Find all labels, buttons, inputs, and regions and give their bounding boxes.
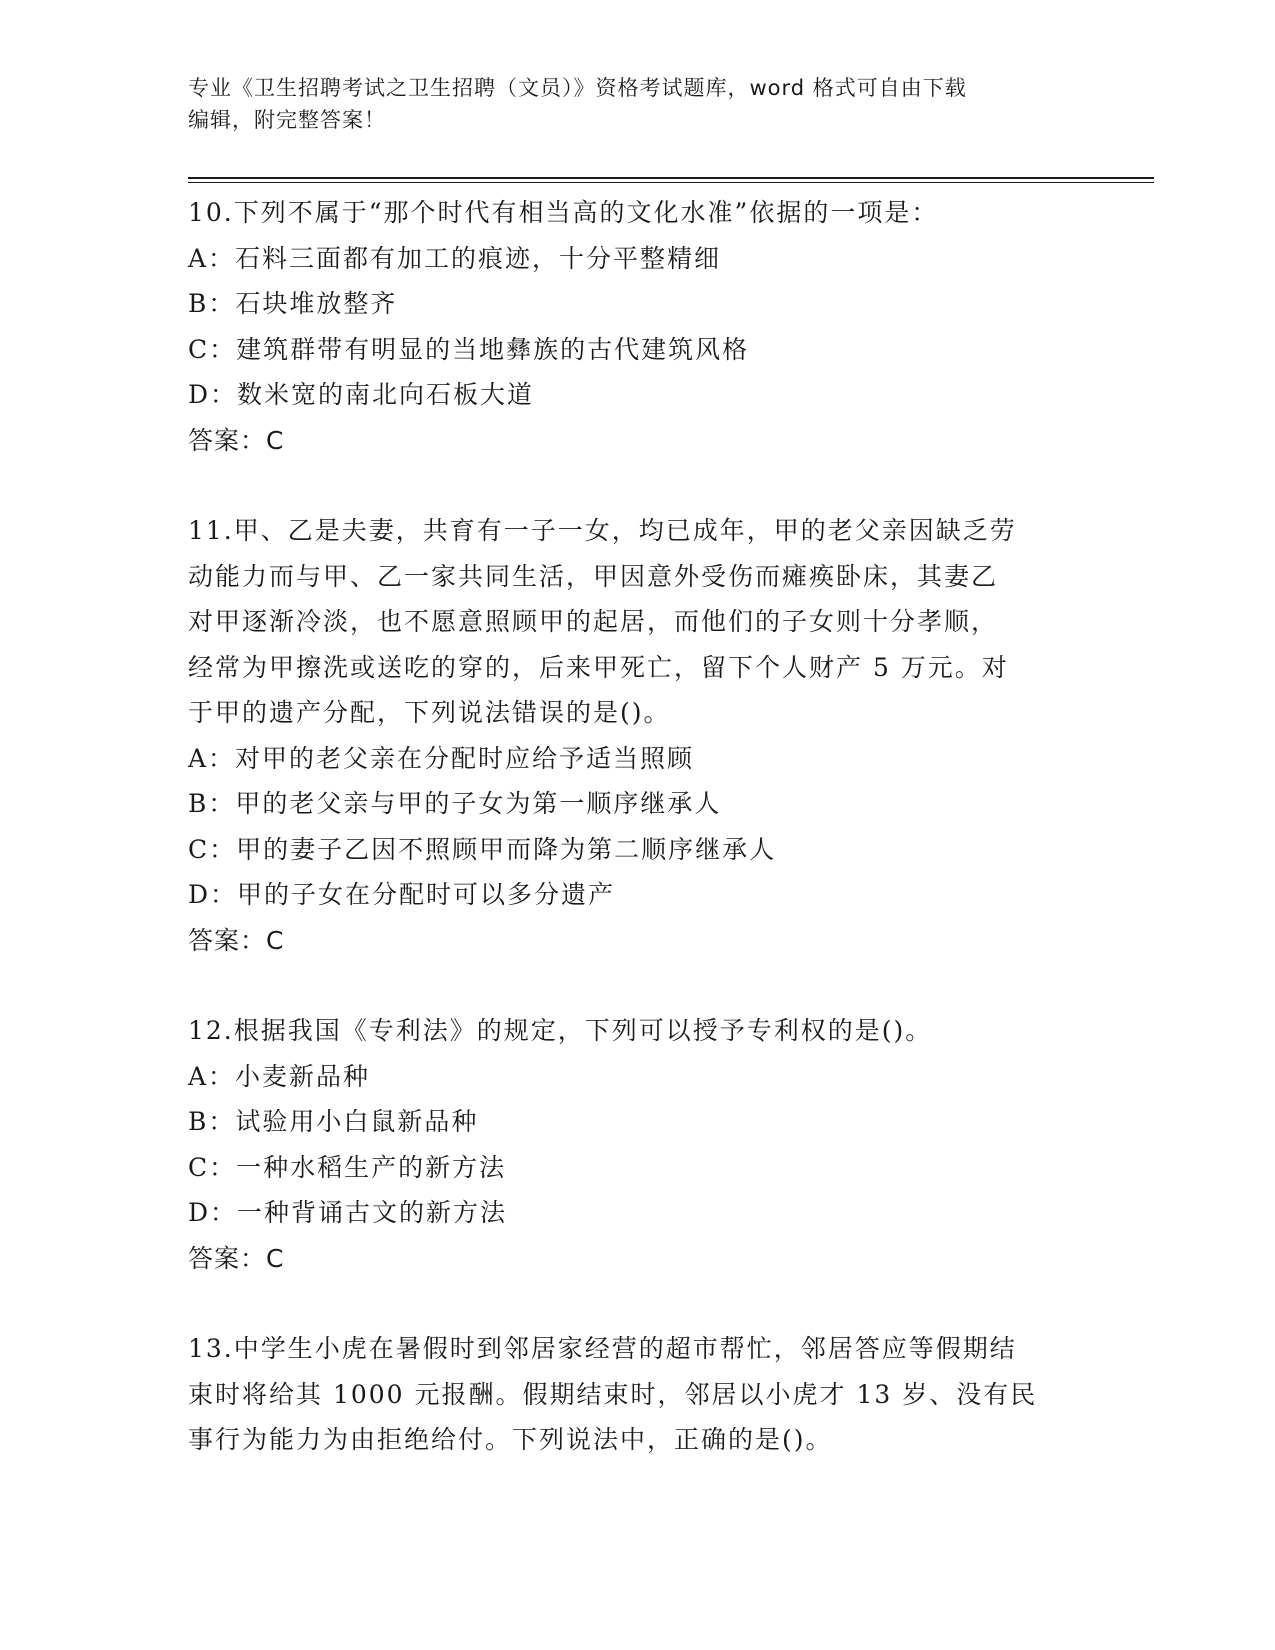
option-d: D：甲的子女在分配时可以多分遗产: [188, 880, 616, 909]
option-c: C：甲的妻子乙因不照顾甲而降为第二顺序继承人: [188, 834, 777, 864]
header-line-2: 编辑，附完整答案！: [188, 108, 386, 132]
option-c: C：一种水稻生产的新方法: [188, 1152, 507, 1182]
question-list: [188, 190, 1088, 1463]
answer-label: 答案：C: [188, 425, 285, 455]
question-stem-line: 10.下列不属于“那个时代有相当高的文化水准”依据的一项是：: [188, 198, 939, 227]
question-stem-line: 11.甲、乙是夫妻，共育有一子一女，均已成年，甲的老父亲因缺乏劳: [188, 516, 1017, 545]
question-stem-line: 13.中学生小虎在暑假时到邻居家经营的超市帮忙，邻居答应等假期结: [188, 1334, 1017, 1363]
question-stem-line: 对甲逐渐冷淡，也不愿意照顾甲的起居，而他们的子女则十分孝顺，: [188, 607, 999, 636]
answer-label: 答案：C: [188, 925, 285, 955]
question-stem-line: 动能力而与甲、乙一家共同生活，甲因意外受伤而瘫痪卧床，其妻乙: [188, 561, 999, 591]
question-stem-line: 事行为能力为由拒绝给付。下列说法中，正确的是()。: [188, 1425, 833, 1454]
option-b: B：石块堆放整齐: [188, 289, 398, 318]
question-12: [188, 1008, 1088, 1281]
header-rule-thick: [188, 177, 1154, 179]
question-stem-line: 经常为甲擦洗或送吃的穿的，后来甲死亡，留下个人财产 5 万元。对: [188, 652, 1009, 682]
question-13: [188, 1326, 1088, 1463]
header-line-1: 专业《卫生招聘考试之卫生招聘（文员）》资格考试题库，word 格式可自由下载: [188, 76, 967, 100]
option-d: D：数米宽的南北向石板大道: [188, 380, 535, 409]
option-b: B：甲的老父亲与甲的子女为第一顺序继承人: [188, 789, 722, 818]
option-d: D：一种背诵古文的新方法: [188, 1198, 508, 1227]
question-11: [188, 508, 1088, 963]
document-header: [188, 72, 1088, 136]
question-stem-line: 束时将给其 1000 元报酬。假期结束时，邻居以小虎才 13 岁、没有民: [188, 1379, 1038, 1409]
question-10: [188, 190, 1088, 463]
question-stem-line: 于甲的遗产分配，下列说法错误的是()。: [188, 698, 671, 727]
answer-label: 答案：C: [188, 1243, 285, 1273]
header-rule-thin: [188, 182, 1154, 183]
option-a: A：小麦新品种: [188, 1061, 371, 1091]
question-stem-line: 12.根据我国《专利法》的规定，下列可以授予专利权的是()。: [188, 1016, 933, 1045]
option-a: A：对甲的老父亲在分配时应给予适当照顾: [188, 743, 695, 773]
option-b: B：试验用小白鼠新品种: [188, 1107, 479, 1136]
option-a: A：石料三面都有加工的痕迹，十分平整精细: [188, 243, 722, 273]
option-c: C：建筑群带有明显的当地彝族的古代建筑风格: [188, 334, 750, 364]
